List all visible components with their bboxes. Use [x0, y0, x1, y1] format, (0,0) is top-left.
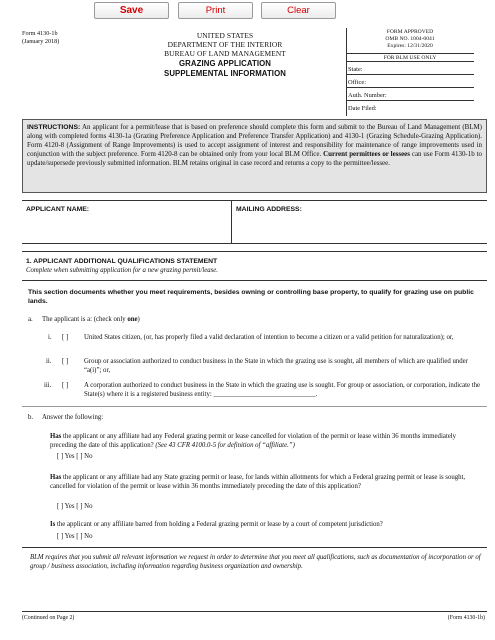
option-number: i. [48, 334, 52, 341]
office-field[interactable]: Office: [346, 75, 474, 88]
question-b3-text: Is the applicant or any affiliate barred from holding a Federal grazing permit or lease by a court of competent jurisdiction? [50, 521, 383, 528]
clear-button[interactable]: Clear [261, 2, 336, 19]
section-1-subheading: Complete when submitting application for a new grazing permit/lease. [26, 267, 219, 274]
applicant-name-label: APPLICANT NAME: [26, 206, 90, 213]
field-divider [231, 201, 232, 244]
instructions-label: INSTRUCTIONS: [27, 124, 81, 131]
form-title: GRAZING APPLICATION [179, 59, 271, 68]
option-corporation-text: A corporation authorized to conduct business in the State in which the grazing use is sought. For group or association, or corporation, indicate the State(s) where it is a registered business entity: ______________________________. [84, 382, 481, 398]
agency-line: DEPARTMENT OF THE INTERIOR [167, 40, 283, 49]
instructions-text: An applicant for a permit/lease that is based on preference should complete this form and submit to the Bureau of Land Management (BLM) along with completed forms 4130-1a (Grazing Preference Application and Preference Transfer Application) and 4130-1 (Grazing Schedule-Grazing Application). Form 4120-8 (Assignment of Range Improvements) is used to accept assignment of interest and responsibility for maintenance of range improvements used in conjunction with the subject preference. Form 4120-8 can be obtained only from your local BLM Office. [27, 123, 482, 159]
question-b1-text: Has the applicant or any affiliate had any Federal grazing permit or lease cancelled for violation of the permit or lease within 36 months immediately preceding the date of this application? (See 43 CFR 4100.0-5 for definition of “affiliate.”) [50, 433, 457, 449]
date-filed-field[interactable]: Date Filed: [348, 105, 377, 112]
applicant-info-row [22, 200, 487, 244]
state-field[interactable]: State: [346, 62, 474, 75]
instructions-bold: Current permittees or lessees [323, 150, 410, 159]
omb-number: OMB NO. 1004-0041 [385, 35, 435, 42]
continued-note: (Continued on Page 2) [22, 615, 75, 621]
save-button[interactable]: Save [94, 2, 169, 19]
form-number-block [22, 30, 59, 46]
footer-divider [22, 611, 487, 612]
instructions-text-end: can use Form 4130-1b to update/supersede previously submitted information. BLM retains original in case record and returns a copy to the permittee/lessee. [27, 150, 482, 168]
agency-block [120, 31, 330, 78]
applicant-name-input[interactable] [24, 216, 228, 242]
agency-line: BUREAU OF LAND MANAGEMENT [164, 49, 286, 58]
instructions-box [22, 119, 487, 193]
expiration-date: Expires: 12/31/2020 [387, 42, 433, 49]
auth-number-field[interactable]: Auth. Number: [346, 88, 474, 101]
question-b-label: b. [28, 414, 34, 421]
blm-use-only-label: FOR BLM USE ONLY [346, 53, 474, 62]
citizen-checkbox[interactable]: [ ] [62, 334, 69, 341]
question-a-text: The applicant is a: (check only one) [42, 316, 140, 323]
option-citizen-text: United States citizen, (or, has properly filed a valid declaration of intention to become a citizen or a valid petition for naturalization); or, [84, 334, 454, 341]
question-b-text: Answer the following: [42, 414, 104, 421]
print-button[interactable]: Print [178, 2, 253, 19]
mailing-address-input[interactable] [234, 216, 484, 242]
option-number: iii. [44, 382, 52, 389]
option-number: ii. [46, 358, 52, 365]
section-1-heading: 1. APPLICANT ADDITIONAL QUALIFICATIONS STATEMENT [26, 258, 218, 265]
group-checkbox[interactable]: [ ] [62, 358, 69, 365]
question-b2-text: Has the applicant or any affiliate had any State grazing permit or lease, for lands within allotments for which a Federal grazing permit or lease is sought, cancelled for violation of the permit or lease within 36 months immediately preceding the date of this application? [50, 474, 466, 490]
section-1-header [22, 251, 487, 281]
mailing-address-label: MAILING ADDRESS: [236, 206, 302, 213]
divider [22, 406, 487, 407]
agency-line: UNITED STATES [196, 31, 254, 40]
section-1-intro: This section documents whether you meet requirements, besides owning or controlling base property, to qualify for grazing use on public lands. [28, 289, 474, 305]
corporation-checkbox[interactable]: [ ] [62, 382, 69, 389]
form-number: Form 4130-1b [22, 30, 58, 37]
question-a-label: a. [28, 316, 33, 323]
form-date: (January 2018) [22, 38, 60, 45]
divider [22, 547, 487, 548]
approval-block [346, 29, 474, 49]
form-id-footer: (Form 4130-1b) [447, 615, 485, 621]
qualification-note: BLM requires that you submit all relevant information we request in order to determine that you meet all qualifications, such as documentation of incorporation or of group / business association, including information regarding business organization and ownership. [30, 554, 481, 570]
form-approved: FORM APPROVED [386, 29, 434, 35]
question-b3-yes-no[interactable]: [ ] Yes [ ] No [57, 533, 93, 540]
question-b2-yes-no[interactable]: [ ] Yes [ ] No [57, 503, 93, 510]
question-b1-yes-no[interactable]: [ ] Yes [ ] No [57, 453, 93, 460]
option-group-text: Group or association authorized to conduct business in the State in which the grazing use is sought, all members of which are qualified under “a(i)”; or, [84, 358, 468, 374]
form-subtitle: SUPPLEMENTAL INFORMATION [164, 68, 286, 78]
